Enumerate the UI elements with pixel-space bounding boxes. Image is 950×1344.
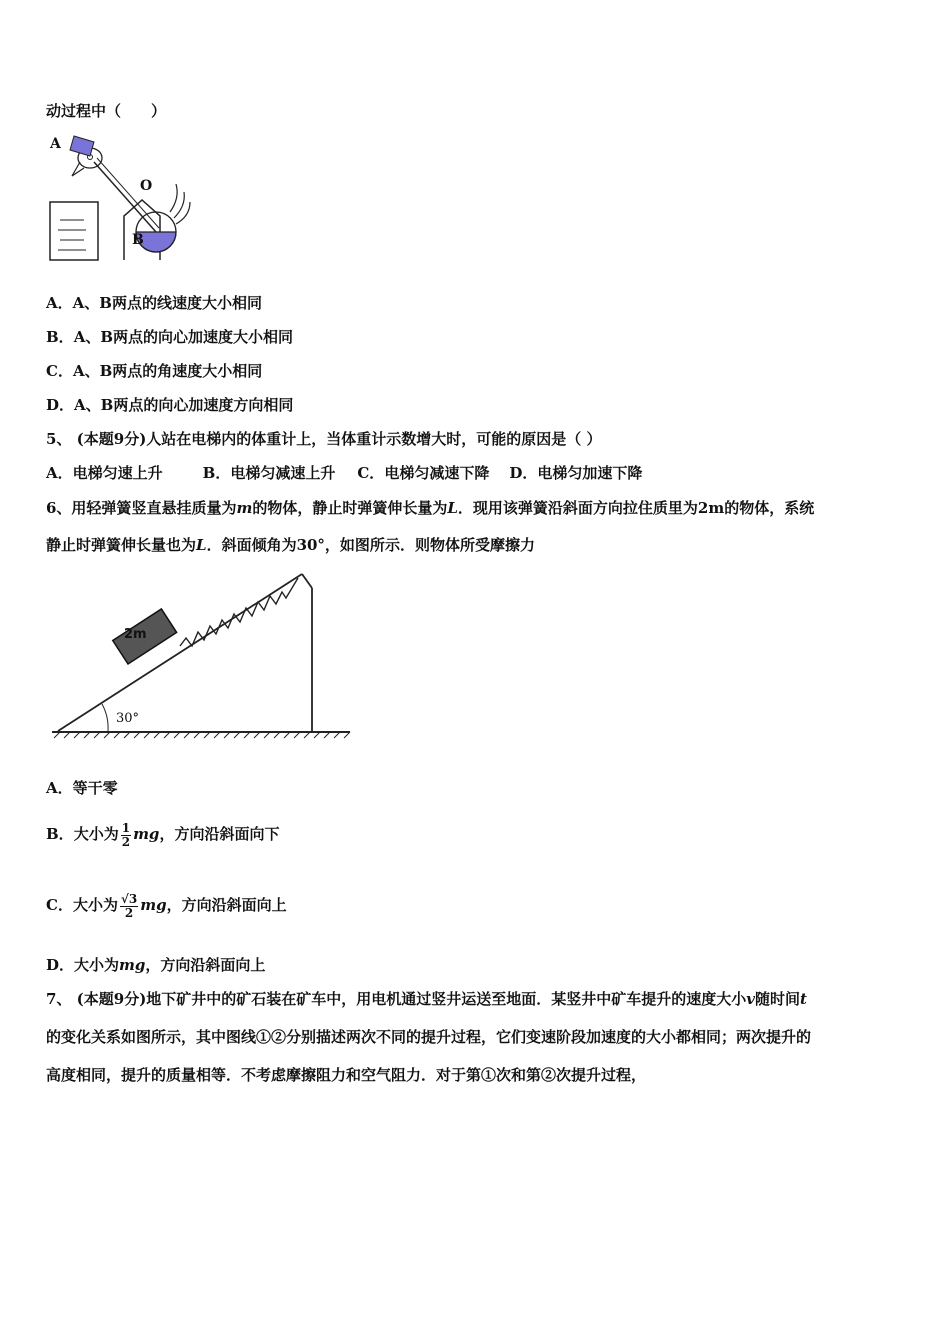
var-mg: mg (119, 956, 146, 974)
q7-stem-line3: 高度相同，提升的质量相等．不考虑摩擦阻力和空气阻力．对于第①次和第②次提升过程， (46, 1066, 647, 1084)
q6-option-b (46, 816, 279, 852)
option-text: ，方向沿斜面向下 (159, 825, 280, 843)
option-text: A、B两点的线速度大小相同 (72, 294, 262, 312)
option-label: D． (46, 956, 75, 974)
stem-text: 静止时弹簧伸长量也为 (46, 536, 197, 554)
angle-label: 30° (116, 711, 140, 726)
label-o: O (140, 178, 153, 194)
option-label: A． (46, 779, 73, 797)
option-text: ，方向沿斜面向上 (145, 956, 266, 974)
option-text: A、B两点的角速度大小相同 (72, 362, 263, 380)
stem-text: 的物体，静止时弹簧伸长量为 (252, 499, 448, 517)
var-l: L (447, 499, 458, 517)
q4-figure (44, 132, 194, 264)
option-text: 电梯匀减速下降 (384, 464, 490, 482)
option-text: A、B两点的向心加速度方向相同 (74, 396, 294, 414)
option-text: 电梯匀减速上升 (230, 464, 336, 482)
q4-option-b (46, 327, 293, 347)
label-b: B (132, 232, 144, 248)
option-label: A． (46, 294, 73, 312)
option-text: 电梯匀加速下降 (537, 464, 643, 482)
fraction-denominator: 2 (121, 834, 131, 849)
var-mg: mg (140, 896, 167, 914)
q4-option-c (46, 361, 262, 381)
stem-text: 6、用轻弹簧竖直悬挂质量为 (46, 499, 237, 517)
var-l: L (196, 536, 207, 554)
q5-option-c (357, 464, 489, 482)
fraction-numerator: 1 (121, 820, 131, 835)
stem-text: ．现用该弹簧沿斜面方向拉住质里为 (457, 499, 698, 517)
option-text: 大小为 (74, 956, 120, 974)
option-label: D． (46, 396, 75, 414)
intro-text: 动过程中（ ） (46, 102, 167, 120)
option-text: 等干零 (72, 779, 118, 797)
q5-option-d (509, 464, 642, 482)
option-text: A、B两点的向心加速度大小相同 (73, 328, 294, 346)
fraction-denominator: 2 (124, 905, 134, 920)
option-label: C． (46, 896, 73, 914)
q6-option-c (46, 880, 287, 930)
option-text: 大小为 (73, 825, 119, 843)
q6-option-a (46, 778, 118, 798)
stem-text: 随时间 (755, 990, 801, 1008)
option-label: B． (46, 825, 74, 843)
stem-text: 的物体，系统 (724, 499, 815, 517)
q6-stem-line2 (46, 535, 535, 555)
fraction (120, 893, 138, 920)
q5-stem: 5、 (本题9分)人站在电梯内的体重计上，当体重计示数增大时，可能的原因是（ ） (46, 430, 602, 448)
option-text: ，方向沿斜面向上 (166, 896, 287, 914)
label-a: A (50, 136, 61, 152)
stem-text: 7、 (本题9分)地下矿井中的矿石装在矿车中，用电机通过竖井运送至地面．某竖井中矿车提升的速度大小 (46, 990, 747, 1008)
option-label: B． (46, 328, 74, 346)
option-text: 大小为 (72, 896, 118, 914)
fraction (121, 822, 131, 849)
q6-stem-line1 (46, 498, 814, 518)
q7-stem-line1 (46, 989, 807, 1009)
q6-incline-figure (46, 566, 356, 746)
option-label: B． (202, 464, 231, 482)
mass-label: 2m (124, 627, 147, 642)
q7-stem-line2: 的变化关系如图所示，其中图线①②分别描述两次不同的提升过程，它们变速阶段加速度的大小都相同；两次提升的 (46, 1028, 812, 1046)
option-label: C． (46, 362, 73, 380)
var-v: v (746, 990, 756, 1008)
option-label: C． (357, 464, 385, 482)
q5-option-b (203, 464, 336, 482)
var-2m: 2m (697, 499, 725, 517)
option-text: 电梯匀速上升 (72, 464, 163, 482)
q5-option-a (46, 464, 163, 482)
fraction-numerator: √3 (120, 891, 138, 906)
q4-option-d (46, 395, 293, 415)
var-t: t (800, 990, 807, 1008)
q4-option-a (46, 293, 262, 313)
stem-text: ．斜面倾角为30°，如图所示．则物体所受摩擦力 (206, 536, 535, 554)
option-label: A． (46, 464, 73, 482)
var-m: m (236, 499, 253, 517)
q5-options (46, 463, 642, 483)
q6-option-d (46, 955, 265, 975)
option-label: D． (509, 464, 538, 482)
var-mg: mg (133, 825, 160, 843)
